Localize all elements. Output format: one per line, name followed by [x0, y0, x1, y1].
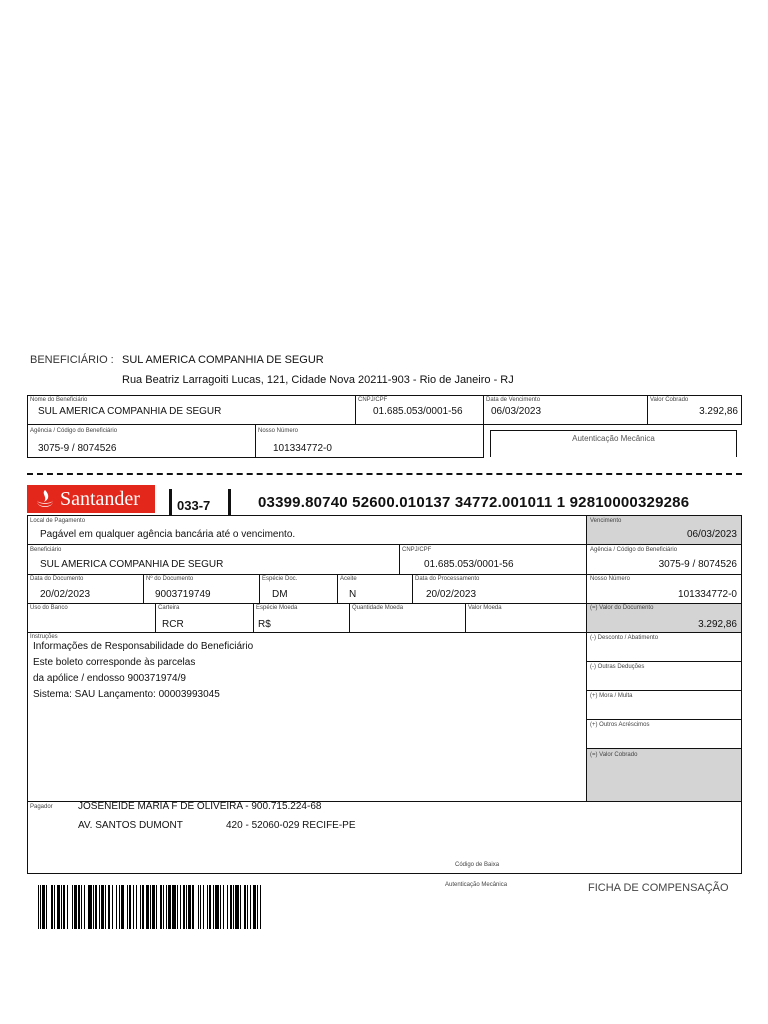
receipt-data-venc-value: 06/03/2023 — [491, 406, 542, 417]
receipt-agencia-value: 3075-9 / 8074526 — [38, 443, 117, 454]
barcode-bar — [257, 885, 258, 929]
receipt-valor-cobrado-value: 3.292,86 — [699, 406, 738, 417]
carteira-value: RCR — [162, 619, 184, 630]
valor-documento-value: 3.292,86 — [698, 619, 737, 630]
barcode-bar — [119, 885, 120, 929]
instrucoes-line-1: Informações de Responsabilidade do Beneficiário — [33, 641, 254, 652]
barcode-bar — [116, 885, 117, 929]
vencimento-value: 06/03/2023 — [686, 529, 737, 540]
barcode-bar — [186, 885, 187, 929]
barcode-bar — [67, 885, 68, 929]
barcode-bar — [156, 885, 157, 929]
barcode-bar — [133, 885, 134, 929]
beneficiario-address: Rua Beatriz Larragoiti Lucas, 121, Cidade Nova 20211-903 - Rio de Janeiro - RJ — [122, 374, 514, 386]
slip-nosso-value: 101334772-0 — [678, 589, 737, 600]
santander-flame-icon — [34, 488, 56, 510]
barcode-bar — [220, 885, 221, 929]
barcode-bar — [136, 885, 137, 929]
receipt-valor-cobrado-label: Valor Cobrado — [650, 397, 689, 403]
slip-nosso-label: Nosso Número — [590, 576, 631, 582]
barcode-bar — [63, 885, 65, 929]
receipt-data-venc-label: Data de Vencimento — [486, 397, 541, 403]
slip-agencia-value: 3075-9 / 8074526 — [658, 559, 737, 570]
especie-moeda-value: R$ — [258, 619, 271, 630]
barcode-bar — [198, 885, 199, 929]
data-documento-value: 20/02/2023 — [40, 589, 91, 600]
beneficiario-header-name: SUL AMERICA COMPANHIA DE SEGUR — [122, 354, 324, 366]
instrucoes-line-2: Este boleto corresponde às parcelas — [33, 657, 196, 668]
barcode-bar — [250, 885, 251, 929]
especie-doc-value: DM — [272, 589, 288, 600]
barcode-bar — [105, 885, 106, 929]
pagador-city: 420 - 52060-029 RECIFE-PE — [226, 820, 356, 831]
valor-moeda-label: Valor Moeda — [468, 605, 502, 611]
outros-acrescimos-label: (+) Outros Acréscimos — [590, 722, 650, 728]
barcode-bar — [152, 885, 154, 929]
barcode-bar — [146, 885, 149, 929]
cut-line — [27, 473, 742, 475]
barcode-bar — [200, 885, 201, 929]
pagador-name: JOSENEIDE MARIA F DE OLIVEIRA - 900.715.224-68 — [78, 801, 322, 812]
beneficiario-header-label: BENEFICIÁRIO : — [30, 354, 114, 366]
data-processamento-label: Data do Processamento — [415, 576, 480, 582]
num-documento-label: Nº do Documento — [146, 576, 194, 582]
barcode-bar — [223, 885, 224, 929]
barcode-bar — [108, 885, 110, 929]
instrucoes-line-4: Sistema: SAU Lançamento: 00003993045 — [33, 689, 220, 700]
barcode-bar — [209, 885, 211, 929]
desconto-label: (-) Desconto / Abatimento — [590, 635, 659, 641]
carteira-label: Carteira — [158, 605, 180, 611]
barcode-bar — [46, 885, 47, 929]
bank-code: 033-7 — [177, 498, 211, 513]
barcode-bar — [163, 885, 164, 929]
aceite-label: Aceite — [340, 576, 357, 582]
barcode-bar — [74, 885, 77, 929]
barcode-bar — [207, 885, 208, 929]
barcode-bar — [213, 885, 214, 929]
valor-documento-label: (=) Valor do Documento — [590, 605, 654, 611]
barcode-bar — [72, 885, 73, 929]
codigo-baixa-label: Código de Baixa — [455, 862, 500, 868]
barcode-bar — [166, 885, 167, 929]
receipt-autenticacao-label: Autenticação Mecânica — [572, 434, 655, 443]
receipt-cnpj-label: CNPJ/CPF — [358, 397, 388, 403]
quantidade-moeda-label: Quantidade Moeda — [352, 605, 404, 611]
barcode-bar — [40, 885, 41, 929]
barcode-bar — [235, 885, 238, 929]
barcode-bar — [227, 885, 228, 929]
receipt-nosso-value: 101334772-0 — [273, 443, 332, 454]
barcode-bar — [95, 885, 97, 929]
barcode-bar — [42, 885, 45, 929]
slip-cnpj-value: 01.685.053/0001-56 — [424, 559, 514, 570]
barcode-bar — [127, 885, 128, 929]
barcode-bar — [168, 885, 171, 929]
barcode-bar — [57, 885, 60, 929]
barcode-bar — [84, 885, 85, 929]
outras-deducoes-label: (-) Outras Deduções — [590, 664, 645, 670]
slip-agencia-label: Agência / Código do Beneficiário — [590, 547, 678, 553]
receipt-nome-value: SUL AMERICA COMPANHIA DE SEGUR — [38, 406, 222, 417]
barcode-bar — [121, 885, 124, 929]
barcode-bar — [192, 885, 194, 929]
barcode-bar — [54, 885, 55, 929]
barcode-bar — [99, 885, 100, 929]
pagador-street: AV. SANTOS DUMONT — [78, 820, 183, 831]
barcode-bar — [247, 885, 248, 929]
barcode-bar — [233, 885, 234, 929]
receipt-cnpj-value: 01.685.053/0001-56 — [373, 406, 463, 417]
num-documento-value: 9003719749 — [155, 589, 211, 600]
barcode-bar — [61, 885, 62, 929]
receipt-agencia-label: Agência / Código do Beneficiário — [30, 428, 118, 434]
barcode — [38, 885, 363, 929]
especie-doc-label: Espécie Doc. — [262, 576, 298, 582]
barcode-bar — [160, 885, 162, 929]
barcode-bar — [230, 885, 232, 929]
barcode-bar — [215, 885, 218, 929]
barcode-bar — [93, 885, 94, 929]
barcode-bar — [51, 885, 53, 929]
barcode-bar — [129, 885, 131, 929]
barcode-bar — [240, 885, 241, 929]
ficha-compensacao-label: FICHA DE COMPENSAÇÃO — [588, 882, 729, 894]
barcode-bar — [253, 885, 256, 929]
barcode-bar — [142, 885, 144, 929]
aceite-value: N — [349, 589, 357, 600]
barcode-bar — [140, 885, 141, 929]
mora-multa-label: (+) Mora / Multa — [590, 693, 633, 699]
linha-digitavel: 03399.80740 52600.010137 34772.001011 1 92810000329286 — [258, 494, 690, 511]
uso-banco-label: Uso do Banco — [30, 605, 68, 611]
barcode-bar — [180, 885, 181, 929]
barcode-bar — [172, 885, 175, 929]
autenticacao-mecanica-label: Autenticação Mecânica — [445, 882, 508, 888]
data-processamento-value: 20/02/2023 — [426, 589, 477, 600]
slip-cnpj-label: CNPJ/CPF — [402, 547, 432, 553]
instrucoes-label: Instruções — [30, 634, 58, 640]
data-documento-label: Data do Documento — [30, 576, 84, 582]
receipt-nosso-label: Nosso Número — [258, 428, 299, 434]
barcode-bar — [101, 885, 104, 929]
barcode-bar — [260, 885, 261, 929]
pagador-label: Pagador — [30, 804, 53, 810]
slip-beneficiario-label: Beneficiário — [30, 547, 62, 553]
barcode-bar — [177, 885, 178, 929]
barcode-bar — [188, 885, 191, 929]
barcode-bar — [81, 885, 82, 929]
local-pagamento-value: Pagável em qualquer agência bancária até o vencimento. — [40, 529, 296, 540]
barcode-bar — [112, 885, 113, 929]
barcode-bar — [183, 885, 185, 929]
barcode-bar — [88, 885, 91, 929]
slip-valor-cobrado-label: (=) Valor Cobrado — [590, 752, 638, 758]
receipt-nome-label: Nome do Beneficiário — [30, 397, 88, 403]
barcode-bar — [244, 885, 246, 929]
barcode-bar — [78, 885, 80, 929]
local-pagamento-label: Local de Pagamento — [30, 518, 86, 524]
barcode-bar — [38, 885, 39, 929]
barcode-bar — [203, 885, 204, 929]
instrucoes-line-3: da apólice / endosso 900371974/9 — [33, 673, 186, 684]
barcode-bar — [150, 885, 151, 929]
santander-wordmark: Santander — [60, 488, 140, 510]
santander-logo — [27, 485, 155, 513]
especie-moeda-label: Espécie Moeda — [256, 605, 298, 611]
vencimento-label: Vencimento — [590, 518, 622, 524]
slip-beneficiario-value: SUL AMERICA COMPANHIA DE SEGUR — [40, 559, 224, 570]
